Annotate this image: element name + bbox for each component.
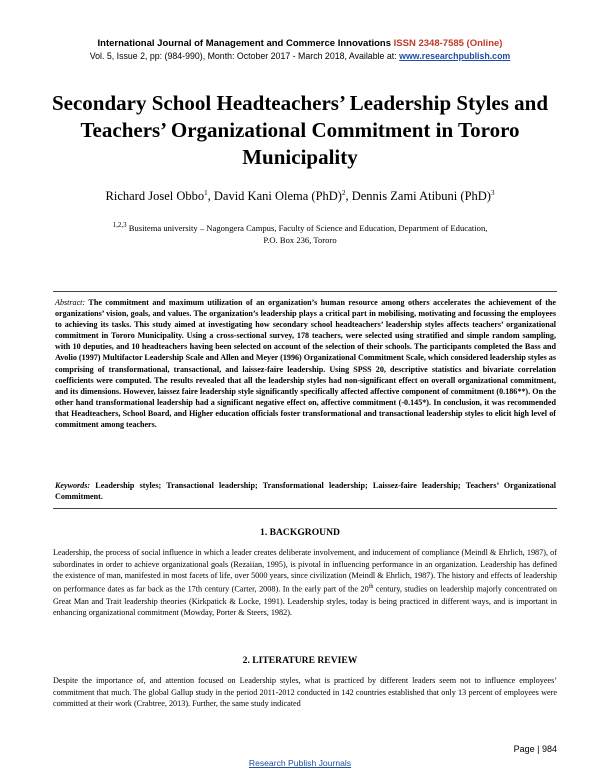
author-3-sup: 3 [490, 189, 495, 197]
background-sup: th [368, 584, 374, 591]
journal-header [0, 38, 600, 49]
issn: ISSN 2348-7585 (Online) [393, 38, 503, 49]
keywords-label: Keywords: [55, 481, 91, 490]
author-2: , David Kani Olema (PhD) [207, 189, 342, 204]
page-footer [0, 758, 600, 768]
author-3: , Dennis Zami Atibuni (PhD) [345, 189, 491, 204]
keywords [55, 480, 556, 502]
abstract-text: The commitment and maximum utilization of an organization’s human resource among others accelerates the achievement of the organizations’ vision, goals, and values. The organization’s leadership plays a critical part in mobilising, motivating and focussing the employees to achieving its tasks. This study aimed at investigating how secondary school headteachers’ leadership styles affects teachers’ organizational commitment in Tororo Municipality. Using a cross-sectional survey, 178 teachers, were selected using stratified and simple random sampling, with 10 deputies, and 10 headteachers having been selected on account of the selection of their schools. The participants completed the Bass and Avolio (1997) Multifactor Leadership Scale and Allen and Meyer (1996) Organizational Commitment Scale, which considered leadership styles as comprising of transformational, transactional, and laissez-faire leadership. Using SPSS 20, descriptive statistics and bivariate correlation coefficients were computed. The results revealed that all the leadership styles had non-significant effect on overall organizational commitment, and its dimensions. However, laissez faire leadership style significantly specifically affected affective component of commitment (0.186**). On the other hand transformational leadership had a significant negative effect on, affective commitment (-0.145*). In conclusion, it was recommended that Headteachers, School Board, and Higher education officials foster transformational and transactional leadership styles to elicit high level of commitment among teachers. [55, 298, 556, 430]
journal-name: International Journal of Management and Commerce Innovations [97, 38, 392, 49]
affiliation-sup: 1,2,3 [112, 221, 127, 229]
literature-review-paragraph: Despite the importance of, and attention focused on Leadership styles, what is practiced by different leaders seem not to influence employees’ commitment that much. The global Gallup study in the period 2011-2012 conducted in 142 countries established that only 13 percent of employees were committed at their work (Crabtree, 2013). Further, the same study indicated [53, 676, 557, 709]
volume-line [0, 51, 600, 61]
author-1: Richard Josel Obbo [105, 189, 205, 204]
section-heading-literature-review: 2. LITERATURE REVIEW [242, 655, 358, 666]
abstract-bottom-rule [53, 508, 557, 509]
abstract-top-rule [53, 291, 557, 292]
volume-info: Vol. 5, Issue 2, pp: (984-990), Month: October 2017 - March 2018, Available at: [89, 51, 397, 61]
background-text-rest: century, studies on leadership majorly concentrated on Great Man and Trait leadership theories (Kirkpatick & Locke, 1991). Leadership styles, today is being practiced in different ways, and is important in enhancing organizational commitment (Mowday, Porter & Steers, 1982). [53, 584, 557, 618]
background-paragraph [53, 547, 557, 619]
author-1-sup: 1 [204, 189, 208, 197]
author-2-sup: 2 [341, 189, 346, 197]
publisher-link[interactable]: Research Publish Journals [248, 758, 352, 768]
abstract-label: Abstract: [55, 298, 86, 307]
author-list [0, 189, 600, 204]
page-number: Page | 984 [513, 744, 557, 754]
paper-title: Secondary School Headteachers’ Leadership Styles and Teachers’ Organizational Commitment in Tororo Municipality [51, 91, 549, 169]
abstract [55, 297, 556, 430]
keywords-text: Leadership styles; Transactional leadership; Transformational leadership; Laissez-faire leadership; Teachers’ Organizational Commitment. [55, 481, 556, 502]
affiliation-text: Busitema university – Nagongera Campus, Faculty of Science and Education, Department of Education, P.O. Box 236, Tororo [126, 222, 488, 245]
journal-url-link[interactable]: www.researchpublish.com [399, 51, 511, 61]
affiliation [110, 219, 490, 246]
section-heading-background: 1. BACKGROUND [260, 527, 340, 538]
background-text: Leadership, the process of social influence in which a leader creates deliberate involvement, and inducement of compliance (Meindl & Ehrlich, 1987), of subordinates in order to achieve organizational goals (Rezaiian, 1995), is pivotal in influencing performance in an organization. Leadership has defined the existence of man, manifested in most facets of life, over 5000 years, since civilization (Meindl & Ehrlich, 1987). The history and effects of leadership on performance dates as far back as the 17th century (Carter, 2008). In the early part of the 20 [53, 548, 557, 594]
